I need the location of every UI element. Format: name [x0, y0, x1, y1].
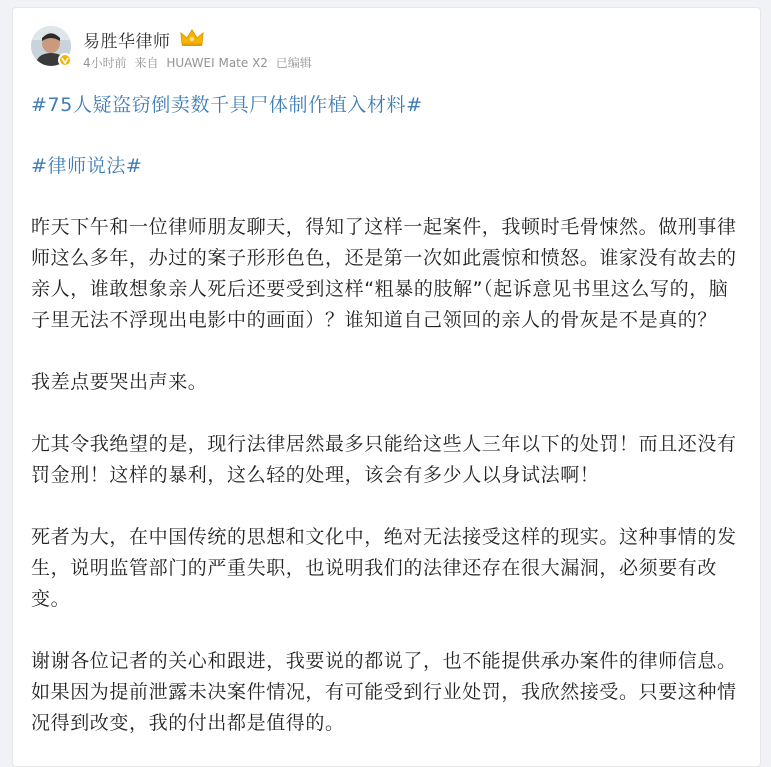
paragraph-2: 我差点要哭出声来。	[31, 371, 208, 393]
weibo-post-card	[12, 7, 761, 767]
paragraph-1: 昨天下午和一位律师朋友聊天，得知了这样一起案件，我顿时毛骨悚然。做刑事律师这么多年，办过的案子形形色色，还是第一次如此震惊和愤怒。谁家没有故去的亲人，谁敢想象亲人死后还要受到这样“粗暴的肢解”（起诉意见书里这么写的，脑子里无法不浮现出电影中的画面）？谁知道自己领回的亲人的骨灰是不是真的？	[31, 216, 737, 331]
post-content	[31, 90, 743, 739]
paragraph-3: 尤其令我绝望的是，现行法律居然最多只能给这些人三年以下的处罚！而且还没有罚金刑！这样的暴利，这么轻的处理，该会有多少人以身试法啊！	[31, 433, 737, 486]
source-device: HUAWEI Mate X2	[166, 56, 268, 70]
paragraph-4: 死者为大，在中国传统的思想和文化中，绝对无法接受这样的现实。这种事情的发生，说明监管部门的严重失职，也说明我们的法律还存在很大漏洞，必须要有改变。	[31, 526, 737, 610]
verified-badge-icon	[58, 53, 72, 67]
post-header	[31, 26, 731, 70]
topic-tag-1[interactable]: #75人疑盗窃倒卖数千具尸体制作植入材料#	[31, 94, 423, 116]
source-prefix: 来自	[134, 56, 159, 70]
post-time[interactable]: 4小时前	[83, 56, 127, 70]
crown-icon[interactable]	[179, 28, 205, 48]
edited-label[interactable]: 已编辑	[275, 56, 312, 70]
post-meta	[83, 54, 316, 71]
topic-tag-2[interactable]: #律师说法#	[31, 155, 143, 177]
author-name[interactable]: 易胜华律师	[83, 32, 171, 52]
paragraph-5: 谢谢各位记者的关心和跟进，我要说的都说了，也不能提供承办案件的律师信息。如果因为提前泄露未决案件情况，有可能受到行业处罚，我欣然接受。只要这种情况得到改变，我的付出都是值得的。	[31, 650, 737, 734]
